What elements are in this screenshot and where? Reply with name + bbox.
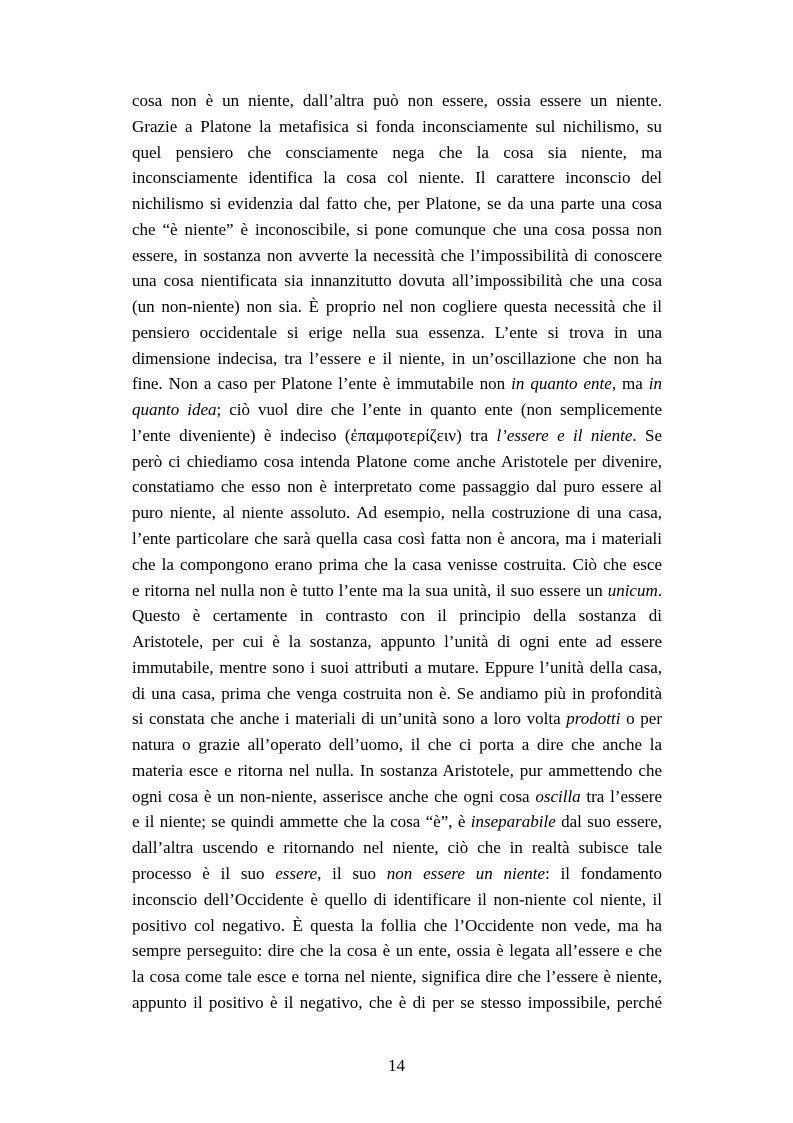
italic-text: in quanto ente: [511, 374, 612, 394]
text-line: [132, 268, 662, 294]
text-run: , ma: [611, 374, 649, 394]
text-line: [132, 990, 662, 1016]
text-run: appunto il positivo è il negativo, che è di per se stesso impossibile, perché: [132, 992, 662, 1012]
italic-text: inseparabile: [470, 812, 556, 832]
text-run: ogni cosa è un non-niente, asserisce anche che ogni cosa: [132, 786, 536, 806]
italic-text: prodotti: [566, 709, 621, 729]
text-line: [132, 526, 662, 552]
italic-text: in: [648, 374, 662, 394]
text-line: [132, 371, 662, 397]
text-run: inconsciamente identifica la cosa col niente. Il carattere inconscio del: [132, 168, 662, 188]
text-run: .: [657, 580, 662, 600]
text-line: [132, 732, 662, 758]
italic-text: oscilla: [535, 786, 581, 806]
text-line: [132, 603, 662, 629]
text-run: , il suo: [317, 863, 387, 883]
text-run: essere, in sostanza non avverte la necessità che l’impossibilità di conoscere: [132, 245, 662, 265]
text-line: [132, 784, 662, 810]
text-run: sempre perseguito: dire che la cosa è un ente, ossia è legata all’essere e che: [132, 941, 662, 961]
text-run: puro niente, al niente assoluto. Ad esempio, nella costruzione di una casa,: [132, 503, 662, 523]
text-run: la cosa come tale esce e torna nel niente, significa dire che l’essere è niente,: [132, 967, 662, 987]
italic-text: l’essere e il niente: [496, 425, 633, 445]
text-run: fine. Non a caso per Platone l’ente è immutabile non: [132, 374, 512, 394]
text-run: una cosa nientificata sia innanzitutto dovuta all’impossibilità che una cosa: [132, 271, 662, 291]
text-line: [132, 114, 662, 140]
text-line: [132, 681, 662, 707]
text-run: natura o grazie all’operato dell’uomo, il che ci porta a dire che anche la: [132, 735, 662, 755]
text-run: inconscio dell’Occidente è quello di identificare il non-niente col niente, il: [132, 889, 662, 909]
text-line: [132, 964, 662, 990]
italic-text: essere: [275, 863, 318, 883]
text-run: positivo col negativo. È questa la follia che l’Occidente non vede, ma ha: [132, 915, 662, 935]
text-run: cosa non è un niente, dall’altra può non essere, ossia essere un niente.: [132, 91, 662, 110]
text-line: [132, 758, 662, 784]
body-text: [132, 88, 662, 1016]
italic-text: unicum: [607, 580, 658, 600]
page-number: 14: [388, 1056, 405, 1075]
text-line: [132, 552, 662, 578]
text-line: [132, 294, 662, 320]
text-run: : il fondamento: [545, 863, 662, 883]
text-line: [132, 887, 662, 913]
text-run: che la compongono erano prima che la casa venisse costruita. Ciò che esce: [132, 554, 662, 574]
text-run: l’ente diveniente) è indeciso (ἐπαμφοτερίζειν) tra: [132, 425, 497, 445]
text-line: [132, 809, 662, 835]
text-line: [132, 243, 662, 269]
text-run: però ci chiediamo cosa intenda Platone come anche Aristotele per divenire,: [132, 451, 662, 471]
text-line: [132, 423, 662, 449]
text-run: ; ciò vuol dire che l’ente in quanto ente (non semplicemente: [216, 400, 662, 420]
text-run: constatiamo che esso non è interpretato come passaggio dal puro essere al: [132, 477, 662, 497]
text-line: [132, 835, 662, 861]
text-line: [132, 165, 662, 191]
text-run: Grazie a Platone la metafisica si fonda inconsciamente sul nichilismo, su: [132, 116, 662, 136]
text-run: e ritorna nel nulla non è tutto l’ente ma la sua unità, il suo essere un: [132, 580, 608, 600]
text-run: dall’altra uscendo e ritornando nel niente, ciò che in realtà subisce tale: [132, 838, 662, 858]
text-run: si constata che anche i materiali di un’unità sono a loro volta: [132, 709, 567, 729]
text-run: di una casa, prima che venga costruita non è. Se andiamo più in profondità: [132, 683, 662, 703]
text-line: [132, 140, 662, 166]
text-line: [132, 861, 662, 887]
text-run: o per: [620, 709, 662, 729]
text-line: [132, 629, 662, 655]
text-run: nichilismo si evidenzia dal fatto che, per Platone, se da una parte una cosa: [132, 194, 662, 214]
text-run: l’ente particolare che sarà quella casa così fatta non è ancora, ma i materiali: [132, 529, 662, 549]
text-run: pensiero occidentale si erige nella sua essenza. L’ente si trova in una: [132, 322, 662, 342]
text-line: [132, 320, 662, 346]
text-line: [132, 474, 662, 500]
text-run: e il niente; se quindi ammette che la cosa “è”, è: [132, 812, 471, 832]
text-line: [132, 500, 662, 526]
text-line: [132, 913, 662, 939]
text-run: Aristotele, per cui è la sostanza, appunto l’unità di ogni ente ad essere: [132, 632, 662, 652]
text-line: [132, 191, 662, 217]
text-line: [132, 88, 662, 114]
text-run: tra l’essere: [580, 786, 662, 806]
text-line: [132, 706, 662, 732]
text-line: [132, 938, 662, 964]
text-line: [132, 655, 662, 681]
text-run: . Se: [632, 425, 662, 445]
italic-text: quanto idea: [132, 400, 217, 420]
text-run: Questo è certamente in contrasto con il principio della sostanza di: [132, 606, 662, 626]
text-run: che “è niente” è inconoscibile, si pone comunque che una cosa possa non: [132, 219, 662, 239]
text-run: immutabile, mentre sono i suoi attributi a mutare. Eppure l’unità della casa,: [132, 657, 662, 677]
text-run: processo è il suo: [132, 863, 276, 883]
text-line: [132, 346, 662, 372]
text-line: [132, 397, 662, 423]
text-run: materia esce e ritorna nel nulla. In sostanza Aristotele, pur ammettendo che: [132, 760, 662, 780]
text-run: dimensione indecisa, tra l’essere e il niente, in un’oscillazione che non ha: [132, 348, 662, 368]
text-run: (un non-niente) non sia. È proprio nel non cogliere questa necessità che il: [132, 297, 662, 317]
italic-text: non essere un niente: [386, 863, 546, 883]
text-line: [132, 449, 662, 475]
text-run: quel pensiero che consciamente nega che la cosa sia niente, ma: [132, 142, 662, 162]
text-run: dal suo essere,: [555, 812, 662, 832]
text-line: [132, 217, 662, 243]
text-line: [132, 578, 662, 604]
